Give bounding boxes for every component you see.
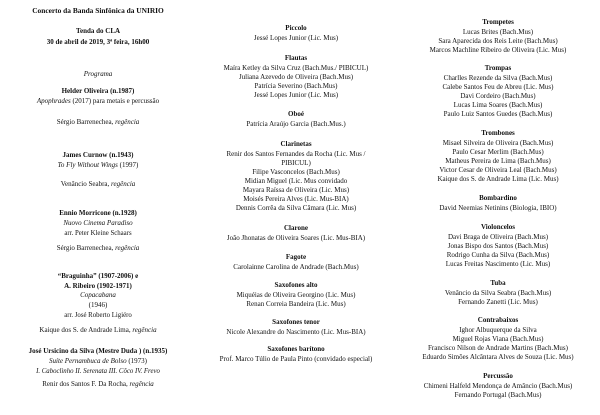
performer (0, 380, 196, 389)
work-title (0, 357, 196, 366)
member: Prof. Marco Túlio de Paula Pinto (convidado especial) (219, 355, 373, 363)
composer: A. Ribeiro (1902-1971) (64, 282, 132, 290)
section-heading: Trompas (484, 64, 512, 72)
work-title-name: Suíte Pernambuca de Bolso (49, 357, 127, 365)
section-heading: Violoncelos (481, 223, 515, 231)
member: Lucas Brites (Bach.Mus) (462, 28, 534, 36)
member: Venâncio da Silva Seabra (Bach.Mus) (444, 289, 552, 297)
program-label: Programa (83, 70, 113, 78)
member: Midian Miguel (Lic. Mus convidado (244, 177, 348, 185)
performer-role: regência (111, 180, 136, 188)
section-heading: Tuba (490, 279, 506, 287)
performer-role: regência (115, 244, 140, 252)
work-title-rest: (1973) (126, 357, 147, 365)
performer (0, 118, 196, 127)
member: Moisés Pereira Alves (Lic. Mus-BIA) (243, 195, 349, 203)
member: Chimeni Halfeld Mendonça de Amâncio (Bach.Mus) (423, 382, 573, 390)
member: Ighor Albuquerque da Silva (459, 326, 537, 334)
member: Filipe Vasconcelos (Bach.Mus) (252, 168, 340, 176)
member: Miquéias de Oliveira Georgino (Lic. Mus) (236, 291, 356, 299)
date-time: 30 de abril de 2019, 3ª feira, 16h00 (46, 38, 150, 46)
performer-role: regência (132, 326, 157, 334)
section-heading: Flautas (284, 54, 308, 62)
performer-name: Sérgio Barrenechea, (56, 244, 116, 252)
member: David Neemias Netinins (Biologia, IBIO) (439, 204, 557, 212)
performer-name: Sérgio Barrenechea, (56, 118, 116, 126)
work-title-name: Copacabana (80, 291, 116, 299)
member: Maíra Ketley da Silva Cruz (Bach.Mus./ PIBICUL) (223, 64, 369, 72)
member: Patrícia Araújo Garcia (Bach.Mus.) (246, 120, 346, 128)
member: Lucas Lima Soares (Bach.Mus) (453, 101, 543, 109)
performer-name: Kaique dos S. de Andrade Lima, (39, 326, 133, 334)
member: Nicole Alexandre do Nascimento (Lic. Mus-BIA) (226, 328, 366, 336)
work-title-rest: (1997) (117, 161, 139, 169)
section-heading: Saxofones tenor (272, 318, 320, 326)
section-heading: Fagote (285, 253, 307, 261)
arranger: arr. José Roberto Ligiéro (64, 312, 132, 319)
member: Fernando Zanetti (Lic. Mus) (458, 298, 538, 306)
member: Mayara Raíssa de Oliveira (Lic. Mus) (242, 186, 350, 194)
section-heading: Bombardino (479, 194, 517, 202)
member: Marcos Machline Ribeiro de Oliveira (Lic. Mus) (429, 46, 567, 54)
member: Juliana Azevedo de Oliveira (Bach.Mus) (238, 73, 354, 81)
performer-role: regência (129, 380, 154, 388)
section-heading: Trompetes (482, 18, 514, 26)
member: Charlles Rezende da Silva (Bach.Mus) (443, 74, 553, 82)
member: Carolainne Carolina de Andrade (Bach.Mus) (233, 263, 359, 271)
member: Matheus Pereira de Lima (Bach.Mus) (445, 157, 551, 165)
work-title-name: Apophrades (36, 97, 71, 105)
work-title (0, 97, 196, 106)
member: Davi Cordeiro (Bach.Mus) (460, 92, 536, 100)
member: Jonas Bispo dos Santos (Bach.Mus) (447, 242, 549, 250)
concert-title: Concerto da Banda Sinfônica da UNIRIO (32, 6, 164, 15)
work-year: (1946) (88, 301, 108, 309)
work-title-name: To Fly Without Wings (57, 161, 118, 169)
member: Renir dos Santos Fernandes da Rocha (Lic. Mus / (226, 150, 366, 158)
member: Rodrigo Cunha da Silva (Bach.Mus) (446, 251, 550, 259)
member: Paulo Luiz Santos Guedes (Bach.Mus) (443, 110, 553, 118)
section-heading: Piccolo (285, 24, 307, 32)
member: Miguel Rojas Viana (Bach.Mus) (452, 335, 544, 343)
member: Victor Cesar de Oliveira Leal (Bach.Mus) (439, 166, 557, 174)
work-title-name: Nuovo Cinema Paradiso (63, 219, 133, 227)
member: Eduardo Simões Alcântara Alves de Souza (Lic. Mus) (422, 353, 574, 361)
venue: Tenda do CLA (75, 27, 121, 35)
section-heading: Oboé (288, 110, 304, 118)
performer-name: Venâncio Seabra, (60, 180, 112, 188)
section-heading: Saxofones barítono (267, 345, 325, 353)
movements: I. Caboclinho II. Serenata III. Côco IV. Frevo (36, 368, 160, 375)
member: Calebe Santos Feu de Abreu (Lic. Mus) (442, 83, 554, 91)
member: Dennis Corrêa da Silva Câmara (Lic. Mus) (235, 204, 357, 212)
member: Paulo Cesar Merlim (Bach.Mus) (452, 148, 544, 156)
performer (0, 180, 196, 189)
member: Sara Aparecida dos Reis Leite (Bach.Mus) (438, 37, 558, 45)
member: Patrícia Severino (Bach.Mus) (254, 82, 338, 90)
composer: Ennio Morricone (n.1928) (59, 209, 137, 217)
performer-role: regência (115, 118, 140, 126)
section-heading: Clarone (284, 224, 308, 232)
section-heading: Percussão (483, 372, 513, 380)
composer: Helder Oliveira (n.1987) (61, 87, 135, 95)
composer: James Curnow (n.1943) (62, 151, 134, 159)
member: Renan Correia Bandeira (Lic. Mus) (246, 300, 346, 308)
section-heading: Contrabaixos (477, 316, 519, 324)
member: Jessé Lopes Junior (Lic. Mus) (253, 91, 339, 99)
member: Kaique dos S. de Andrade Lima (Lic. Mus) (437, 175, 559, 183)
member: Misael Silveira de Oliveira (Bach.Mus) (442, 139, 554, 147)
member: Davi Braga de Oliveira (Bach.Mus) (447, 233, 549, 241)
member: João Jhonatas de Oliveira Soares (Lic. Mus-BIA) (226, 234, 366, 242)
work-title (0, 161, 196, 170)
member: Jessé Lopes Junior (Lic. Mus) (253, 34, 339, 42)
work-title-rest: (2017) para metais e percussão (70, 97, 160, 105)
member: Lucas Freitas Nascimento (Lic. Mus) (445, 260, 551, 268)
section-heading: Trombones (481, 129, 515, 137)
performer-name: Renir dos Santos F. Da Rocha, (42, 380, 130, 388)
performer (0, 326, 196, 335)
section-heading: Saxofones alto (274, 281, 318, 289)
member: PIBICUL) (281, 159, 311, 167)
composer: José Ursicino da Silva (Mestre Duda ) (n.1935) (28, 347, 168, 355)
performer (0, 244, 196, 253)
section-heading: Clarinetas (280, 140, 312, 148)
member: Fernando Portugal (Bach.Mus) (454, 391, 542, 399)
composer: “Braguinha” (1907-2006) e (57, 272, 139, 280)
arranger: arr. Peter Kleine Schaars (64, 230, 132, 237)
member: Francisco Nilson de Andrade Martins (Bach.Mus) (428, 344, 568, 352)
